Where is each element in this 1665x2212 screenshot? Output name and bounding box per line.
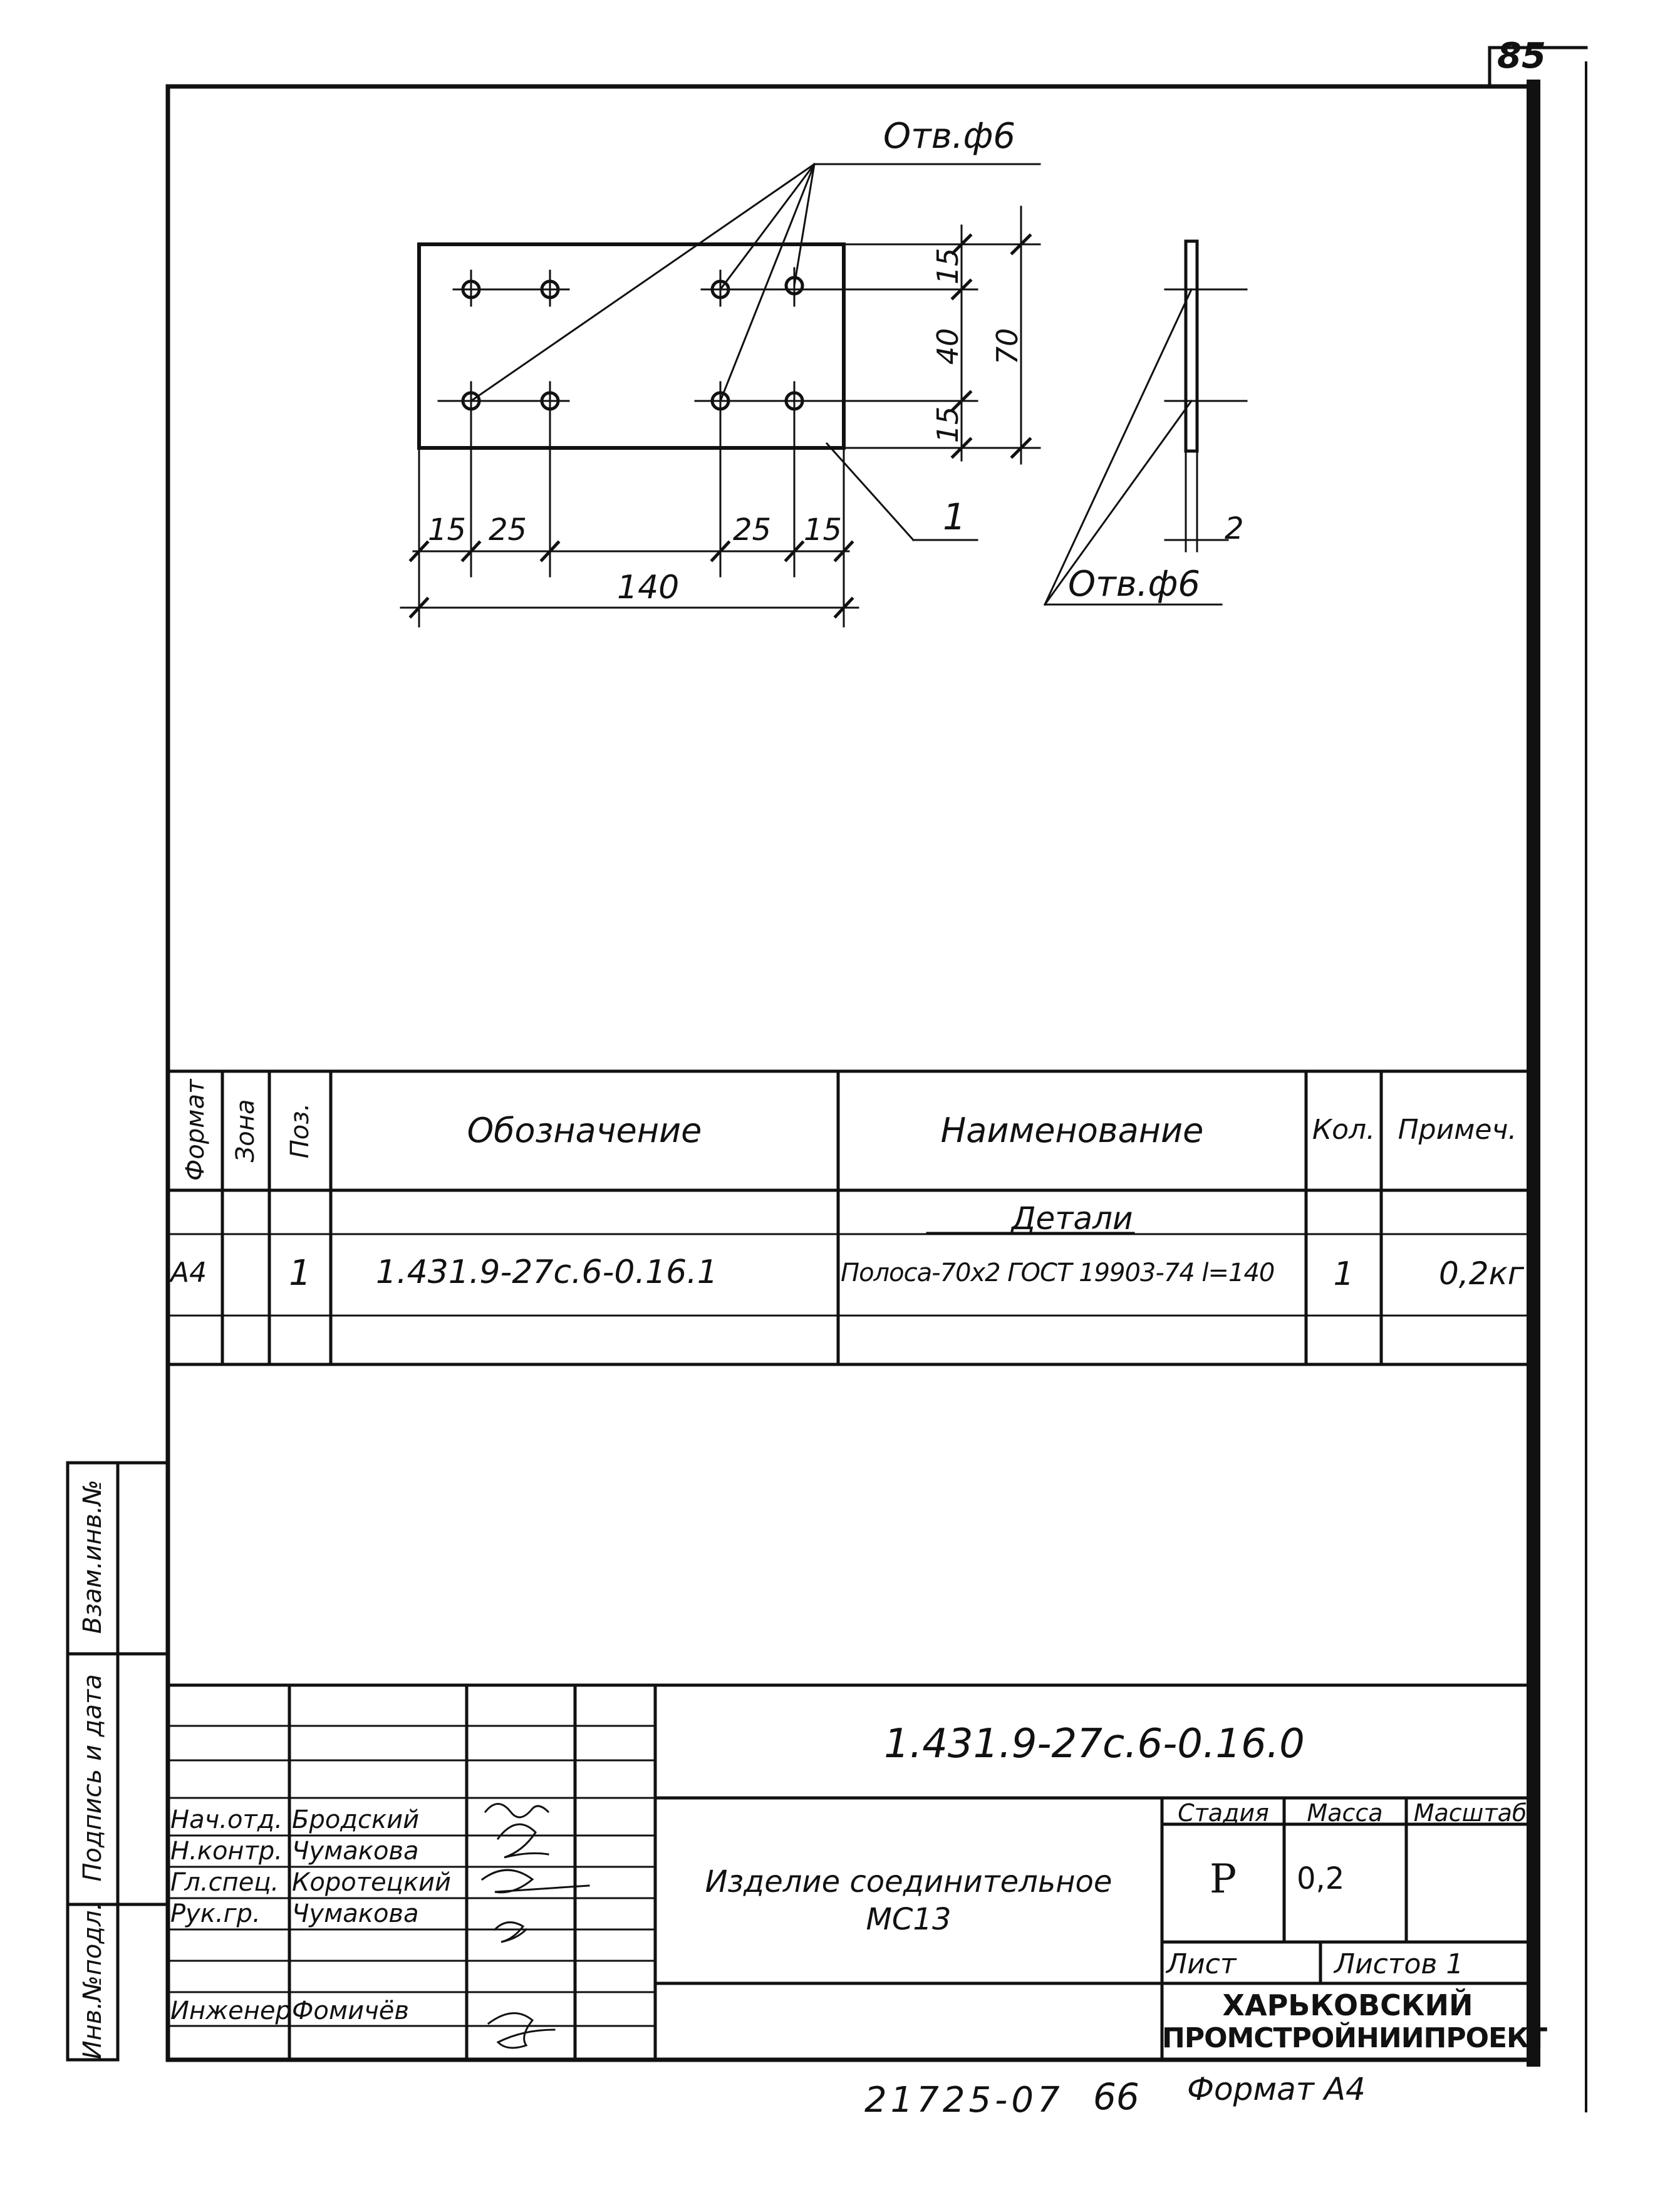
row-pos: 1	[289, 1253, 311, 1294]
role-0: Нач.отд.	[170, 1805, 283, 1834]
role-1: Н.контр.	[170, 1837, 283, 1866]
name-0: Бродский	[292, 1805, 420, 1834]
dimension-v-15b: 15	[931, 406, 965, 444]
corner-number: 85	[1497, 36, 1546, 76]
stage-label: Стадия	[1178, 1799, 1269, 1827]
dimension-h-25b: 25	[733, 512, 772, 548]
dimension-v-40: 40	[931, 328, 965, 365]
title-line2: МС13	[866, 1902, 952, 1937]
org-line2: ПРОМСТРОЙНИИПРОЕКТ	[1162, 2022, 1547, 2054]
dimension-h-25a: 25	[489, 512, 527, 548]
dimension-h-15a: 15	[428, 512, 467, 548]
sheet-label: Лист	[1166, 1948, 1237, 1980]
footer-number: 21725-07	[864, 2080, 1064, 2121]
role-4: Инженер	[170, 1997, 291, 2025]
stamp-inv: Инв.№подл.	[78, 1902, 107, 2060]
stage-value: Р	[1209, 1856, 1237, 1903]
stamp-vzam: Взам.инв.№	[78, 1479, 107, 1634]
section-details: Детали	[1011, 1200, 1133, 1237]
hole-label-top: Отв.ф6	[883, 116, 1016, 157]
name-1: Чумакова	[292, 1837, 419, 1866]
footer-page: 66	[1093, 2075, 1139, 2118]
mass-value: 0,2	[1297, 1861, 1345, 1896]
header-pos: Поз.	[286, 1103, 314, 1159]
mass-label: Масса	[1307, 1799, 1383, 1827]
header-name: Наименование	[940, 1111, 1204, 1150]
header-format: Формат	[181, 1079, 210, 1181]
name-3: Чумакова	[292, 1899, 419, 1928]
header-qty: Кол.	[1312, 1114, 1376, 1146]
dimension-h-15b: 15	[804, 512, 843, 548]
row-format: А4	[170, 1257, 207, 1289]
row-note: 0,2кг	[1439, 1255, 1524, 1292]
footer-format: Формат А4	[1187, 2071, 1366, 2107]
sheets-label: Листов 1	[1334, 1948, 1464, 1980]
role-3: Рук.гр.	[170, 1899, 261, 1928]
row-designation: 1.431.9-27с.6-0.16.1	[376, 1254, 718, 1291]
row-qty: 1	[1333, 1255, 1354, 1293]
position-label: 1	[943, 496, 966, 538]
header-note: Примеч.	[1398, 1114, 1517, 1146]
header-zone: Зона	[231, 1099, 260, 1163]
dimension-v-15a: 15	[931, 247, 965, 285]
hole-label-side: Отв.ф6	[1068, 564, 1201, 605]
doc-number: 1.431.9-27с.6-0.16.0	[884, 1721, 1305, 1767]
title-line1: Изделие соединительное	[705, 1864, 1113, 1899]
org-line1: ХАРЬКОВСКИЙ	[1222, 1988, 1473, 2022]
header-designation: Обозначение	[467, 1111, 702, 1150]
dimension-v-total: 70	[990, 328, 1024, 365]
name-4: Фомичёв	[292, 1997, 409, 2025]
row-name: Полоса-70х2 ГОСТ 19903-74 l=140	[841, 1259, 1275, 1287]
stamp-podpis: Подпись и дата	[78, 1674, 107, 1882]
dimension-h-total: 140	[617, 569, 680, 606]
signatures	[482, 1804, 589, 2048]
role-2: Гл.спец.	[170, 1868, 279, 1897]
thickness-label: 2	[1225, 511, 1244, 546]
scale-label: Масштаб	[1413, 1799, 1527, 1827]
name-2: Коротецкий	[292, 1868, 452, 1897]
